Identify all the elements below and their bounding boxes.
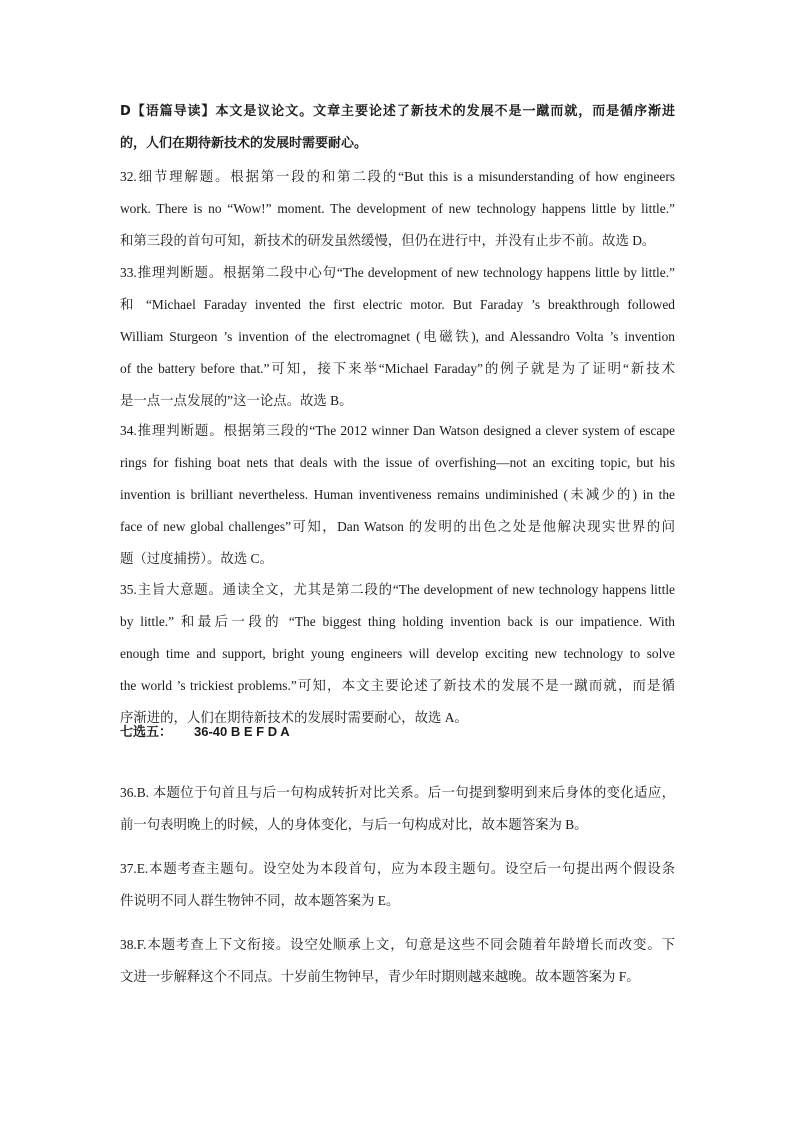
q34-line-2: rings for fishing boat nets that deals with the issue of overfishing—not an exciting topic, but his bbox=[120, 455, 675, 470]
q36-line-2: 前一句表明晚上的时候，人的身体变化，与后一句构成对比，故本题答案为 B。 bbox=[120, 817, 588, 832]
q35-line-2: by little.” 和最后一段的 “The biggest thing holding invention back is our impatience. With bbox=[120, 614, 675, 629]
q33-line-4: of the battery before that.”可知，接下来举“Michael Faraday”的例子就是为了证明“新技术 bbox=[120, 361, 675, 376]
q33-line-2: 和 “Michael Faraday invented the first electric motor. But Faraday ’s breakthrough followed bbox=[120, 297, 675, 312]
q32-line-1: 32.细节理解题。根据第一段的和第二段的“But this is a misunderstanding of how engineers bbox=[120, 169, 675, 184]
q35-line-4: the world ’s trickiest problems.”可知，本文主要论述了新技术的发展不是一蹴而就，而是循 bbox=[120, 678, 675, 693]
q35-line-5: 序渐进的，人们在期待新技术的发展时需要耐心，故选 A。 bbox=[120, 710, 468, 725]
q35-line-3: enough time and support, bright young engineers will develop exciting new technology to solve bbox=[120, 646, 675, 661]
answer-explanation-32 bbox=[120, 161, 675, 257]
q37-line-2: 件说明不同人群生物钟不同，故本题答案为 E。 bbox=[120, 893, 400, 908]
section-heading-seven-choose-five bbox=[120, 716, 290, 749]
intro-line-1: D【语篇导读】本文是议论文。文章主要论述了新技术的发展不是一蹴而就，而是循序渐进 bbox=[120, 104, 675, 119]
section-title: 七选五： bbox=[120, 725, 173, 740]
reading-guide-intro bbox=[120, 96, 675, 160]
answer-explanation-33 bbox=[120, 257, 675, 417]
q32-line-2: work. There is no “Wow!” moment. The development of new technology happens little by little.” bbox=[120, 201, 675, 216]
answer-explanation-37 bbox=[120, 853, 675, 917]
q35-line-1: 35.主旨大意题。通读全文，尤其是第二段的“The development of new technology happens little bbox=[120, 582, 675, 597]
q33-line-5: 是一点一点发展的”这一论点。故选 B。 bbox=[120, 393, 353, 408]
q38-line-1: 38.F.本题考查上下文衔接。设空处顺承上文，句意是这些不同会随着年龄增长而改变。下 bbox=[120, 937, 675, 952]
answer-explanation-38 bbox=[120, 929, 675, 993]
q36-line-1: 36.B. 本题位于句首且与后一句构成转折对比关系。后一句提到黎明到来后身体的变化适应， bbox=[120, 785, 675, 800]
answer-explanation-34 bbox=[120, 415, 675, 575]
q34-line-1: 34.推理判断题。根据第三段的“The 2012 winner Dan Watson designed a clever system of escape bbox=[120, 423, 675, 438]
q34-line-3: invention is brilliant nevertheless. Human inventiveness remains undiminished (未减少的) in the bbox=[120, 487, 675, 502]
q32-line-3: 和第三段的首句可知，新技术的研发虽然缓慢，但仍在进行中，并没有止步不前。故选 D。 bbox=[120, 233, 656, 248]
q37-line-1: 37.E.本题考查主题句。设空处为本段首句，应为本段主题句。设空后一句提出两个假设条 bbox=[120, 861, 675, 876]
q33-line-1: 33.推理判断题。根据第二段中心句“The development of new technology happens little by little.” bbox=[120, 265, 675, 280]
q34-line-4: face of new global challenges”可知，Dan Watson 的发明的出色之处是他解决现实世界的问 bbox=[120, 519, 675, 534]
intro-line-2: 的，人们在期待新技术的发展时需要耐心。 bbox=[120, 136, 368, 151]
q33-line-3: William Sturgeon ’s invention of the electromagnet (电磁铁), and Alessandro Volta ’s invention bbox=[120, 329, 675, 344]
answer-explanation-35 bbox=[120, 574, 675, 734]
q38-line-2: 文进一步解释这个不同点。十岁前生物钟早，青少年时期则越来越晚。故本题答案为 F。 bbox=[120, 969, 640, 984]
q34-line-5: 题（过度捕捞）。故选 C。 bbox=[120, 551, 273, 566]
answer-explanation-36 bbox=[120, 777, 675, 841]
section-answer-key: 36-40 B E F D A bbox=[194, 724, 290, 739]
